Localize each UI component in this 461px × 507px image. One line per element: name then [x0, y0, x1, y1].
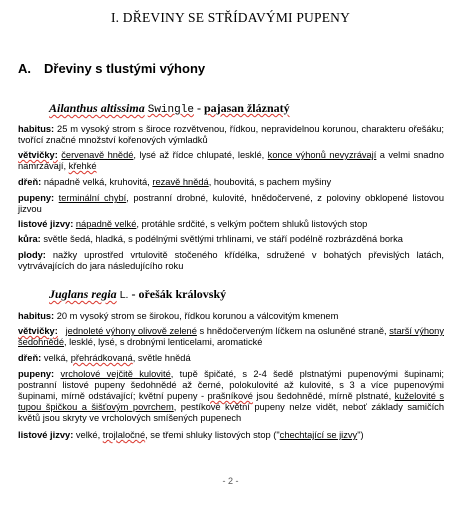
underlined-text: chechtající se jizvy	[279, 430, 358, 440]
underlined-text: konce výhonů nevyzrávají	[267, 150, 377, 160]
label-vetvicky: větvičky:	[18, 326, 58, 336]
section-heading	[18, 61, 205, 76]
text-part: , pestíkové květní pupeny nelze vidět, neboť základy samičích květů jsou skryty ve vrcholových smíšených pupenech	[18, 402, 444, 423]
underlined-text: kuželovité s tupou špičkou a šišťovým povrchem	[18, 391, 444, 412]
label-dren: dřeň:	[18, 177, 42, 187]
species-czech-name: ořešák královský	[138, 287, 227, 301]
text-part: , postranní drobné, kulovité, hnědočervené, z poloviny obklopené listovou jizvou	[18, 193, 444, 214]
underlined-text: nápadně velké	[75, 219, 137, 229]
text-part: , lesklé, lysé, s drobnými lenticelami, aromatické	[64, 337, 263, 347]
text-part: křehké	[68, 161, 97, 171]
chapter-title: I. DŘEVINY SE STŘÍDAVÝMI PUPENY	[110, 10, 351, 25]
species-czech-name: pajasan žláznatý	[203, 101, 290, 115]
label-listove-jizvy: listové jizvy:	[18, 219, 74, 229]
text-part: s hnědočerveným líčkem na osluněné straně,	[196, 326, 390, 336]
text-part: , protáhle srdčité, s velkým počtem shluků listových stop	[136, 219, 368, 229]
label-listove-jizvy: listové jizvy:	[18, 430, 74, 440]
species-heading-ailanthus	[49, 101, 290, 116]
label-pupeny: pupeny:	[18, 369, 55, 379]
label-habitus: habitus:	[18, 311, 55, 321]
underlined-text: rezavě hnědá	[152, 177, 209, 187]
text-part: , lysé až řídce chlupaté, lesklé,	[133, 150, 268, 160]
text-part: , se třemi shluky listových stop ("	[145, 430, 280, 440]
section-title: Dřeviny s tlustými výhony	[44, 61, 206, 76]
species-heading-juglans	[49, 287, 226, 302]
text-part: nápadně velká, kruhovitá,	[41, 177, 153, 187]
label-plody: plody:	[18, 250, 46, 260]
label-pupeny: pupeny:	[18, 193, 55, 203]
label-kura: kůra:	[18, 234, 41, 244]
text-part: velká,	[41, 353, 71, 363]
text-part: ")	[357, 430, 364, 440]
label-vetvicky: větvičky:	[18, 150, 58, 160]
species-separator: -	[128, 287, 139, 301]
para-pupeny-2	[18, 369, 444, 424]
para-vetvicky	[18, 150, 444, 172]
page-number: - 2 -	[222, 476, 239, 486]
text-part: velké,	[73, 430, 103, 440]
section-letter: A.	[18, 61, 31, 76]
para-listove-jizvy	[18, 219, 444, 230]
label-habitus: habitus:	[18, 124, 55, 134]
para-dren-2	[18, 353, 444, 364]
text-part: , světle hnědá	[132, 353, 191, 363]
para-kura	[18, 234, 444, 245]
para-vetvicky-2	[18, 326, 444, 348]
underlined-text: starší výhony šedohnědé	[18, 326, 444, 347]
underlined-text: jednoleté výhony olivově zelené	[65, 326, 197, 336]
label-dren: dřeň:	[18, 353, 42, 363]
text-kura: světle šedá, hladká, s podélnými světlými trhlinami, ve stáří podélně rozbrázděná borka	[40, 234, 403, 244]
text-habitus: 20 m vysoký strom se širokou, řídkou korunou a válcovitým kmenem	[54, 311, 339, 321]
text-part: , houbovitá, s pachem myšiny	[208, 177, 332, 187]
species-separator: -	[193, 101, 204, 115]
species-latin-name: Ailanthus altissima	[49, 101, 145, 115]
text-part: , tupě špičaté, s 2-4 šedě plstnatými pupenovými šupinami; postranní listové pupeny šedohnědé až černé, polokulovité až kulovité, s 3 a více pupenovými šupinami, mírně odstávající; květní pupeny -	[18, 369, 444, 401]
species-author: Swingle	[147, 104, 194, 116]
species-latin-name: Juglans regia	[49, 287, 117, 301]
text-plody: nažky uprostřed vrtulovitě stočeného křídélka, sdružené v bohatých převislých latách, vytrvávajících do jara následujícího roku	[18, 250, 444, 271]
para-plody	[18, 250, 444, 272]
text-part: jsou šedohnědé, mírně plstnaté,	[252, 391, 395, 401]
underlined-text: přehrádkovaná	[70, 353, 133, 363]
text-part	[58, 326, 66, 336]
underlined-text: vrcholové vejčitě kulovité	[60, 369, 171, 379]
para-listove-jizvy-2	[18, 430, 444, 441]
underlined-text: trojlaločné	[102, 430, 146, 440]
para-dren	[18, 177, 444, 188]
para-habitus	[18, 124, 444, 146]
species-author: L.	[119, 289, 129, 301]
text-part: a velmi snadno namrzávají,	[18, 150, 444, 171]
underlined-text: terminální chybí	[58, 193, 127, 203]
underlined-text: červenavě hnědé	[61, 150, 134, 160]
para-pupeny	[18, 193, 444, 215]
para-habitus-2	[18, 311, 444, 322]
underlined-text: prašníkové	[207, 391, 253, 401]
text-habitus: 25 m vysoký strom s široce rozvětvenou, řídkou, nepravidelnou korunou, charakteru ořešáku; tvořící značné množství kořenových výmladků	[18, 124, 444, 145]
